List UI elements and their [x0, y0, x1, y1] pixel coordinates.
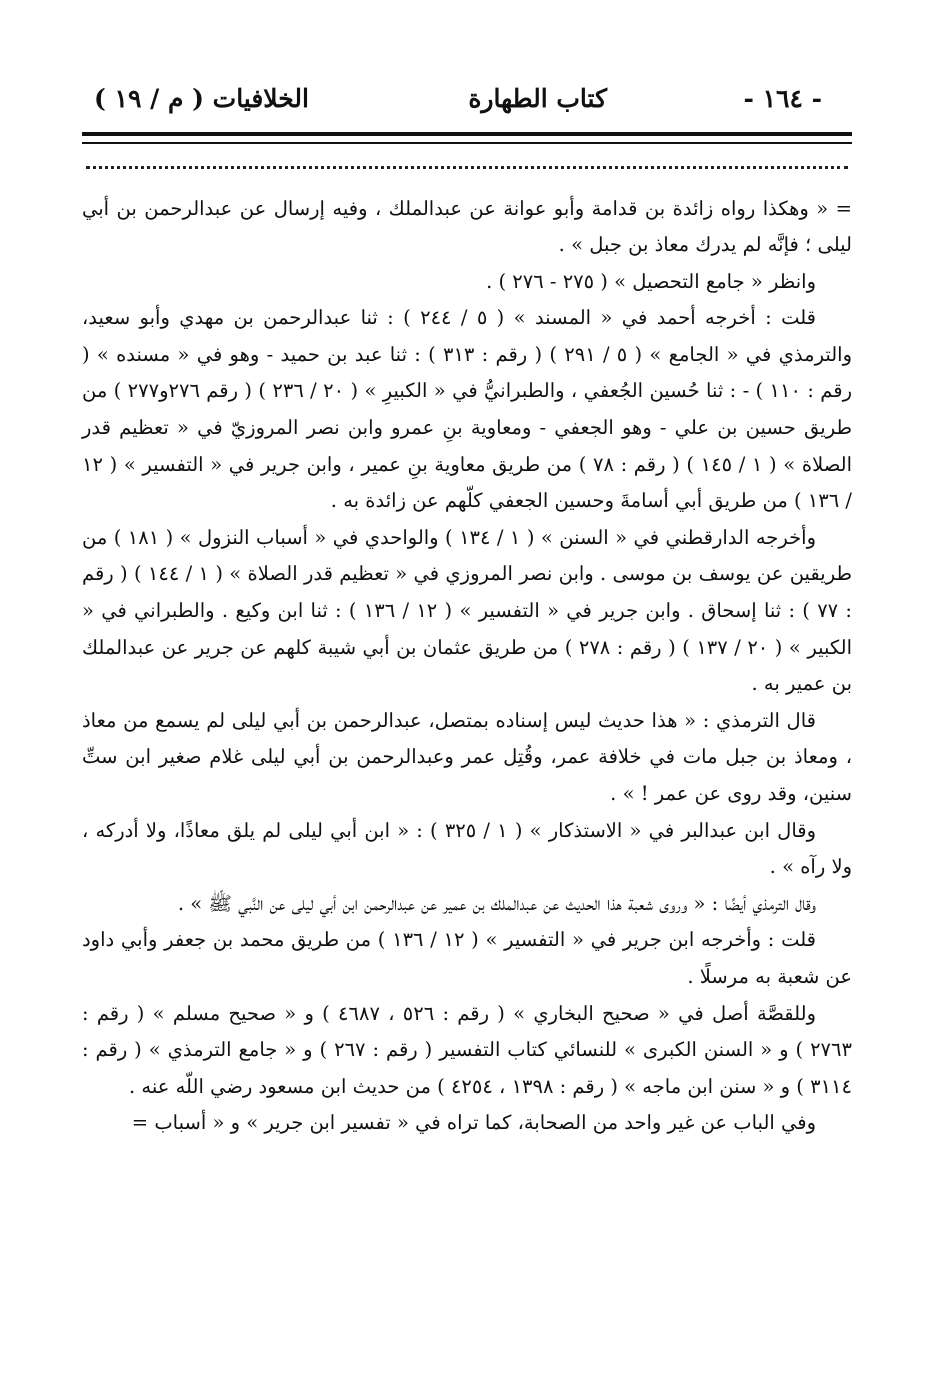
footnote-paragraph: وقال الترمذي أيضًا : « وروى شعبة هذا الحديث عن عبدالملك بن عمير عن عبدالرحمن ابن أبي ليلى عن النَّبي ﷺ » .: [177, 891, 816, 915]
footnote-body: [82, 191, 852, 1142]
page-header: [82, 78, 852, 122]
footnote-paragraph: وانظر « جامع التحصيل » ( ٢٧٥ - ٢٧٦ ) .: [486, 269, 816, 293]
footnote-paragraph: قلت : وأخرجه ابن جرير في « التفسير » ( ١٢ / ١٣٦ ) من طريق محمد بن جعفر وأبي داود عن شعبة به مرسلًا .: [82, 928, 852, 988]
footnote-paragraph: وأخرجه الدارقطني في « السنن » ( ١ / ١٣٤ ) والواحدي في « أسباب النزول » ( ١٨١ ) من طريقين عن يوسف بن موسى . وابن نصر المروزي في « تعظيم قدر الصلاة » ( ١ / ١٤٤ ) ( رقم : ٧٧ ) : ثنا إسحاق . وابن جرير في « التفسير » ( ١٢ / ١٣٦ ) : ثنا ابن وكيع . والطبراني في « الكبير » ( ٢٠ / ١٣٧ ) ( رقم : ٢٧٨ ) من طريق عثمان بن أبي شيبة كلهم عن جرير عن عبدالملك بن عمير به .: [82, 525, 853, 696]
book-title: كتاب الطهارة: [468, 84, 607, 113]
footnote-paragraph: قال الترمذي : « هذا حديث ليس إسناده بمتصل، عبدالرحمن بن أبي ليلى لم يسمع من معاذ ، ومعاذ بن جبل مات في خلافة عمر، وقُتِل عمر وعبدالرحمن بن أبي ليلى غلام صغير ابن ستِّ سنين، وقد روى عن عمر ! » .: [82, 708, 852, 805]
footnote-paragraph: قلت : أخرجه أحمد في « المسند » ( ٥ / ٢٤٤ ) : ثنا عبدالرحمن بن مهدي وأبو سعيد، والترمذي في « الجامع » ( ٥ / ٢٩١ ) ( رقم : ٣١٣ ) : ثنا عبد بن حميد - وهو في « مسنده » ( رقم : ١١٠ ) - : ثنا حُسين الجُعفي ، والطبرانيُّ في « الكبيرِ » ( ٢٠ / ٢٣٦ ) ( رقم ٢٧٦و٢٧٧ ) من طريق حسين بن علي - وهو الجعفي - ومعاوية بنِ عمرو وابن نصر المروزيّ في « تعظيم قدر الصلاة » ( ١ / ١٤٥ ) ( رقم : ٧٨ ) من طريق معاوية بنِ عمير ، وابن جرير في « التفسير » ( ١٢ / ١٣٦ ) من طريق أبي أسامةَ وحسين الجعفي كلّهم عن زائدة به .: [82, 306, 852, 513]
dotted-separator: [86, 166, 848, 173]
footnote-paragraph: = « وهكذا رواه زائدة بن قدامة وأبو عوانة عن عبدالملك ، وفيه إرسال عن عبدالرحمن بن أبي ليلى ؛ فإنَّه لم يدرك معاذ بن جبل » .: [82, 196, 852, 257]
header-rule-thin: [82, 142, 852, 144]
footnote-paragraph: وللقصَّة أصل في « صحيح البخاري » ( رقم : ٥٢٦ ، ٤٦٨٧ ) و « صحيح مسلم » ( رقم : ٢٧٦٣ ) و « السنن الكبرى » للنسائي كتاب التفسير ( رقم : ٢٦٧ ) و « جامع الترمذي » ( رقم : ٣١١٤ ) و « سنن ابن ماجه » ( رقم : ١٣٩٨ ، ٤٢٥٤ ) من حديث ابن مسعود رضي اللّه عنه .: [82, 1001, 852, 1098]
page-number: - ١٦٤ -: [743, 84, 822, 113]
footnote-paragraph: وفي الباب عن غير واحد من الصحابة، كما تراه في « تفسير ابن جرير » و « أسباب =: [131, 1111, 816, 1135]
header-rule-thick: [82, 132, 852, 136]
collection-reference: الخلافيات ( م / ١٩ ): [94, 84, 309, 113]
book-page: [82, 78, 852, 1142]
footnote-paragraph: وقال ابن عبدالبر في « الاستذكار » ( ١ / ٣٢٥ ) : « ابن أبي ليلى لم يلق معاذًا، ولا أدركه ، ولا رآه » .: [82, 818, 852, 879]
